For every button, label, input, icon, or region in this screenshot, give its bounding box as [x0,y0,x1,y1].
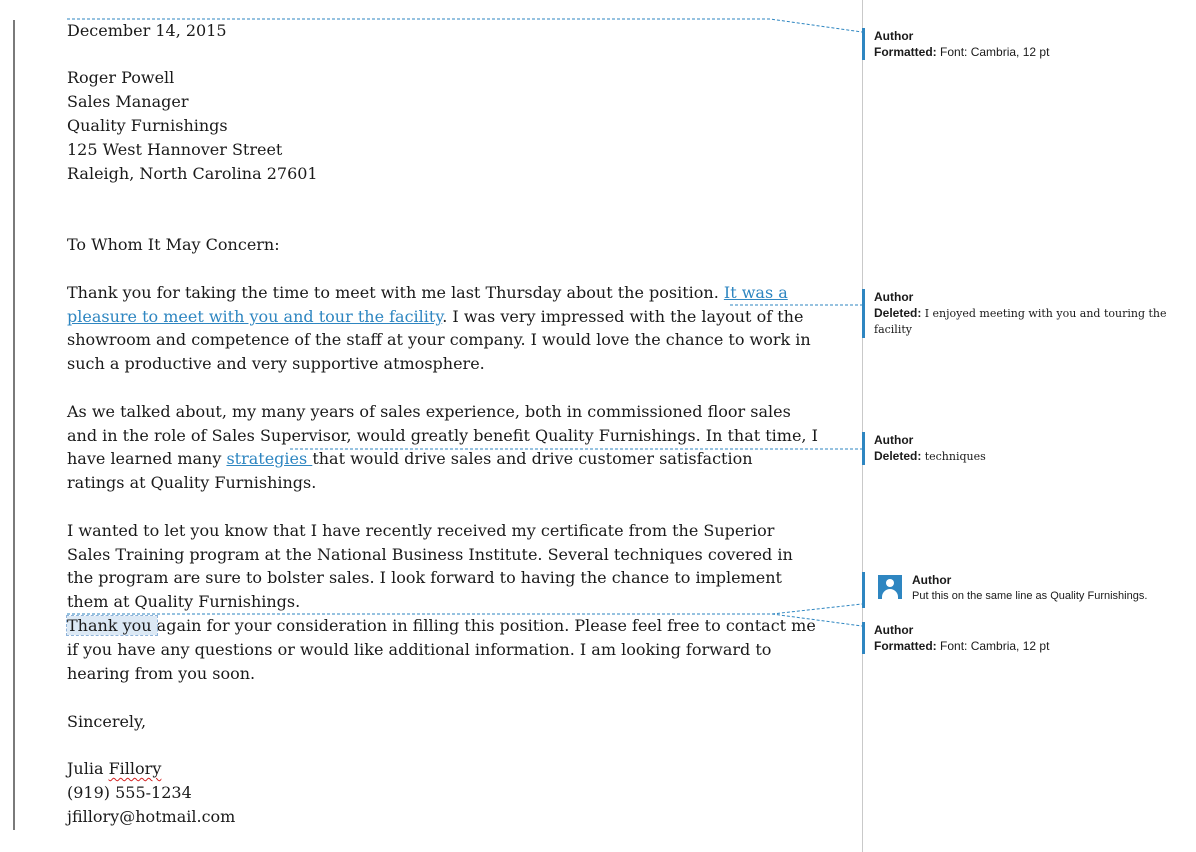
balloon-text: facility [874,323,912,336]
address-line-company[interactable]: Quality Furnishings [67,116,228,135]
balloon-author: Author [874,29,914,43]
address-line-city[interactable]: Raleigh, North Carolina 27601 [67,164,318,183]
comment-text: Put this on the same line as Quality Furnishings. [912,590,1148,602]
connector-line [67,604,862,614]
paragraph-2-line-2[interactable]: and in the role of Sales Supervisor, would greatly benefit Quality Furnishings. In that time, I [67,426,818,445]
address-line-title[interactable]: Sales Manager [67,92,189,111]
inserted-text[interactable]: It was a [723,283,788,302]
salutation[interactable]: To Whom It May Concern: [67,235,280,254]
formatting-balloon[interactable] [862,622,1049,654]
address-line-street[interactable]: 125 West Hannover Street [67,140,283,159]
balloon-kind: Formatted: [874,639,937,653]
balloon-kind: Deleted: [874,449,922,463]
balloon-author: Author [874,290,914,304]
paragraph-3-line-1[interactable]: I wanted to let you know that I have recently received my certificate from the Superior [67,521,775,540]
letter-date[interactable]: December 14, 2015 [67,21,227,40]
address-line-name[interactable]: Roger Powell [67,68,175,87]
paragraph-4-line-2[interactable]: if you have any questions or would like additional information. I am looking forward to [67,640,772,659]
formatting-balloon[interactable] [862,28,1049,60]
closing[interactable]: Sincerely, [67,712,147,731]
connector-line [772,614,862,626]
signature-email[interactable]: jfillory@hotmail.com [67,807,236,826]
balloon-author: Author [874,623,914,637]
balloon-kind: Deleted: [874,306,922,320]
paragraph-3-line-3[interactable]: the program are sure to bolster sales. I look forward to having the chance to implement [67,568,782,587]
signature-phone[interactable]: (919) 555-1234 [67,783,192,802]
balloon-text: techniques [924,450,986,463]
connector-line [67,19,862,32]
deletion-balloon[interactable] [862,432,986,465]
commented-text[interactable]: Thank you [67,616,157,635]
comment-balloon[interactable] [862,572,1184,608]
user-avatar-icon [878,575,902,599]
paragraph-2-line-1[interactable]: As we talked about, my many years of sales experience, both in commissioned floor sales [67,402,791,421]
comment-author: Author [912,573,952,587]
paragraph-4-line-3[interactable]: hearing from you soon. [67,664,256,683]
signature-first-name: Julia [67,759,109,778]
text-run: Thank you for taking the time to meet with me last Thursday about the position. [67,283,724,302]
text-run: again for your consideration in filling this position. Please feel free to contact me [156,616,816,635]
inserted-text[interactable]: pleasure to meet with you and tour the facility [67,307,443,326]
paragraph-1-line-4[interactable]: such a productive and very supportive atmosphere. [67,354,485,373]
paragraph-2-line-4[interactable]: ratings at Quality Furnishings. [67,473,317,492]
paragraph-3-line-4[interactable]: them at Quality Furnishings. [67,592,301,611]
balloon-author: Author [874,433,914,447]
balloon-text: Font: Cambria, 12 pt [940,45,1050,59]
text-run: that would drive sales and drive customer satisfaction [312,449,753,468]
text-run: . I was very impressed with the layout of the [442,307,804,326]
balloon-text: I enjoyed meeting with you and touring the [924,307,1167,320]
balloon-kind: Formatted: [874,45,937,59]
text-run: have learned many [67,449,227,468]
deletion-balloon[interactable] [862,289,1167,338]
balloon-text: Font: Cambria, 12 pt [940,639,1050,653]
paragraph-1-line-3[interactable]: showroom and competence of the staff at your company. I would love the chance to work in [67,330,811,349]
misspelled-word[interactable]: Fillory [108,759,162,778]
paragraph-3-line-2[interactable]: Sales Training program at the National Business Institute. Several techniques covered in [67,545,793,564]
inserted-text[interactable]: strategies [226,449,313,468]
markup-pane-divider [862,0,863,852]
